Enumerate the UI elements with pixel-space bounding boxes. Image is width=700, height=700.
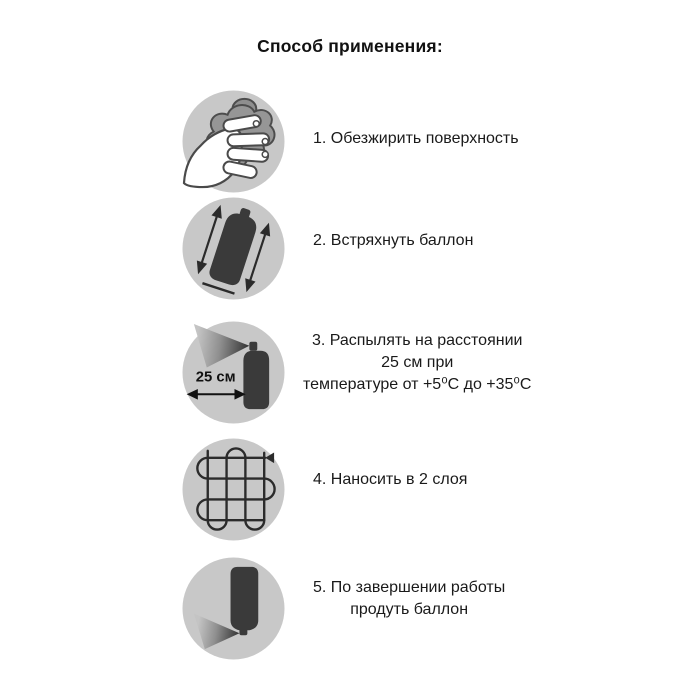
step-2-text (313, 230, 473, 252)
shake-can-icon (182, 197, 285, 300)
spray-can (243, 351, 269, 409)
two-layers-icon-svg (182, 438, 285, 541)
spray-distance-icon (182, 321, 285, 424)
step-line: 3. Распылять на расстоянии (311, 332, 523, 349)
apply-two-layers-icon (182, 438, 285, 541)
step-5-text (313, 577, 505, 621)
can-nozzle (249, 342, 257, 351)
spray-distance-icon-svg (182, 321, 285, 424)
degrease-surface-icon (182, 90, 285, 193)
step-line: 5. По завершении работы (313, 579, 506, 596)
purge-can-icon-svg (182, 557, 285, 660)
step-line: температуре от +5⁰С до +35⁰С (303, 376, 532, 393)
spray-can-inverted (231, 567, 259, 630)
step-1-text (313, 128, 519, 150)
purge-can-icon (182, 557, 285, 660)
step-4-text (313, 469, 467, 491)
step-line: 1. Обезжирить поверхность (313, 130, 519, 147)
wipe-hand-icon (182, 90, 285, 193)
step-line: продуть баллон (350, 601, 469, 618)
distance-label: 25 см (195, 369, 236, 386)
step-3-text (303, 330, 531, 396)
page-title: Способ применения: (257, 36, 443, 56)
shake-can-icon-svg (182, 197, 285, 300)
step-line: 2. Встряхнуть баллон (313, 232, 474, 249)
step-line: 4. Наносить в 2 слоя (313, 471, 468, 488)
step-line: 25 см при (381, 354, 454, 371)
